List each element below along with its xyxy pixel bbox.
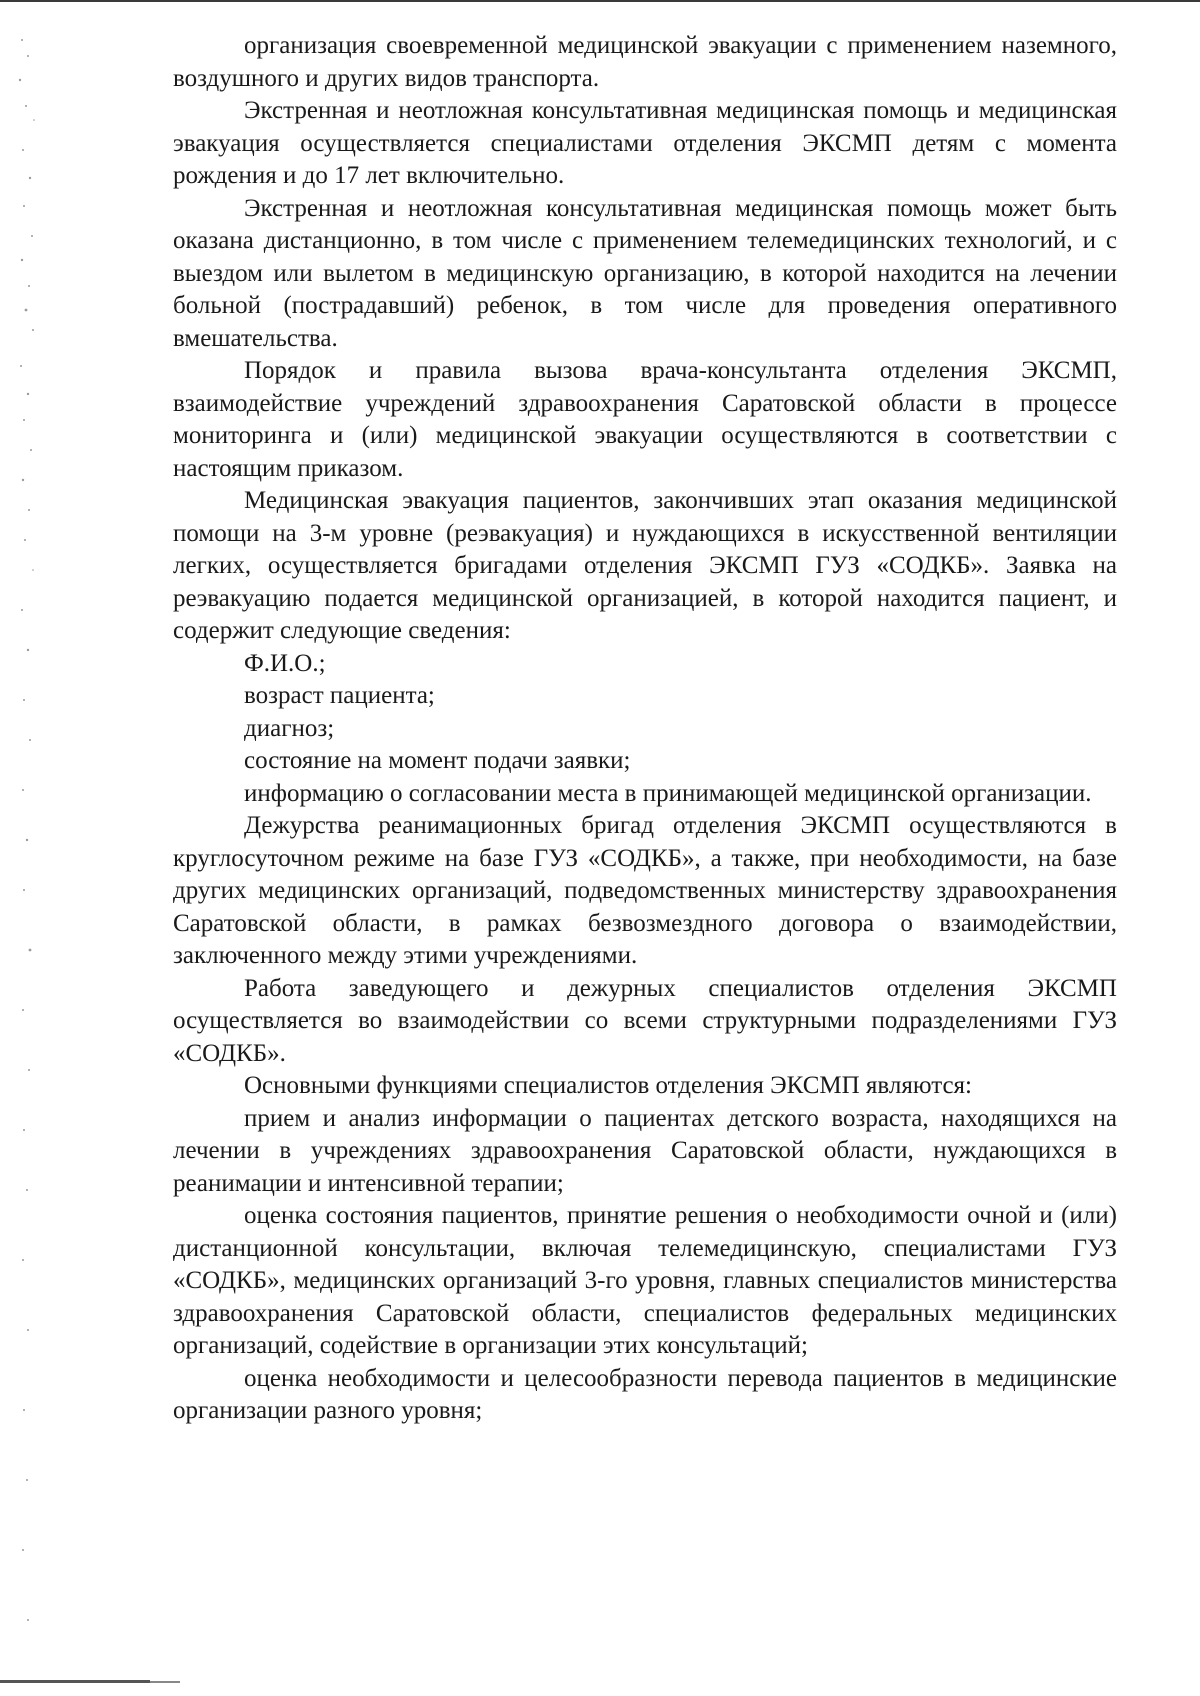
list-item-full-name: Ф.И.О.;: [244, 649, 326, 677]
paragraph-remote-care: Экстренная и неотложная консультативная медицинская помощь может быть оказана дистанционно, в том числе с применением телемедицинских технологий, и с выездом или вылетом в медицинскую организацию, в которой находится на лечении больной (пострадавший) ребенок, в том числе для проведения оперативного вмешательства.: [173, 194, 1117, 352]
scan-margin-noise: [14, 10, 46, 1670]
paragraph-duty-shifts: Дежурства реанимационных бригад отделения ЭКСМП осуществляются в круглосуточном режиме на базе ГУЗ «СОДКБ», а также, при необходимости, на базе других медицинских организаций, подведомственных министерству здравоохранения Саратовской области, в рамках безвозмездного договора о взаимодействии, заключенного между этими учреждениями.: [173, 812, 1117, 969]
paragraph-evacuation-organization: организация своевременной медицинской эвакуации с применением наземного, воздушного и других видов транспорта.: [173, 32, 1117, 92]
function-item-information-analysis: прием и анализ информации о пациентах детского возраста, находящихся на лечении в учреждениях здравоохранения Саратовской области, нуждающихся в реанимации и интенсивной терапии;: [173, 1104, 1117, 1197]
document-page-body: [173, 30, 1117, 1428]
list-item-diagnosis: диагноз;: [244, 714, 335, 742]
scan-bottom-mark-tail: [150, 1681, 180, 1683]
scan-top-border: [0, 0, 1200, 2]
list-item-patient-age: возраст пациента;: [244, 682, 435, 709]
paragraph-reevacuation: Медицинская эвакуация пациентов, закончивших этап оказания медицинской помощи на 3-м уровне (реэвакуация) и нуждающихся в искусственной вентиляции легких, осуществляется бригадами отделения ЭКСМП ГУЗ «СОДКБ». Заявка на реэвакуацию подается медицинской организацией, в которой находится пациент, и содержит следующие сведения:: [173, 487, 1117, 644]
list-item-placement-agreement: информацию о согласовании места в принимающей медицинской организации.: [244, 779, 1092, 807]
scan-bottom-mark: [0, 1680, 150, 1683]
list-item-condition: состояние на момент подачи заявки;: [244, 747, 631, 774]
paragraph-head-staff-work: Работа заведующего и дежурных специалистов отделения ЭКСМП осуществляется во взаимодействии со всеми структурными подразделениями ГУЗ «СОДКБ».: [173, 974, 1117, 1067]
function-item-transfer-assessment: оценка необходимости и целесообразности перевода пациентов в медицинские организации разного уровня;: [173, 1364, 1117, 1424]
function-item-condition-assessment: оценка состояния пациентов, принятие решения о необходимости очной и (или) дистанционной консультации, включая телемедицинскую, специалистами ГУЗ «СОДКБ», медицинских организаций 3-го уровня, главных специалистов министерства здравоохранения Саратовской области, специалистов федеральных медицинских организаций, содействие в организации этих консультаций;: [173, 1202, 1117, 1359]
paragraph-consultative-care: Экстренная и неотложная консультативная медицинская помощь и медицинская эвакуация осуществляется специалистами отделения ЭКСМП детям с момента рождения и до 17 лет включительно.: [173, 97, 1117, 189]
paragraph-call-procedure: Порядок и правила вызова врача-консультанта отделения ЭКСМП, взаимодействие учреждений здравоохранения Саратовской области в процессе мониторинга и (или) медицинской эвакуации осуществляются в соответствии с настоящим приказом.: [173, 357, 1117, 482]
paragraph-main-functions: Основными функциями специалистов отделения ЭКСМП являются:: [244, 1072, 973, 1099]
